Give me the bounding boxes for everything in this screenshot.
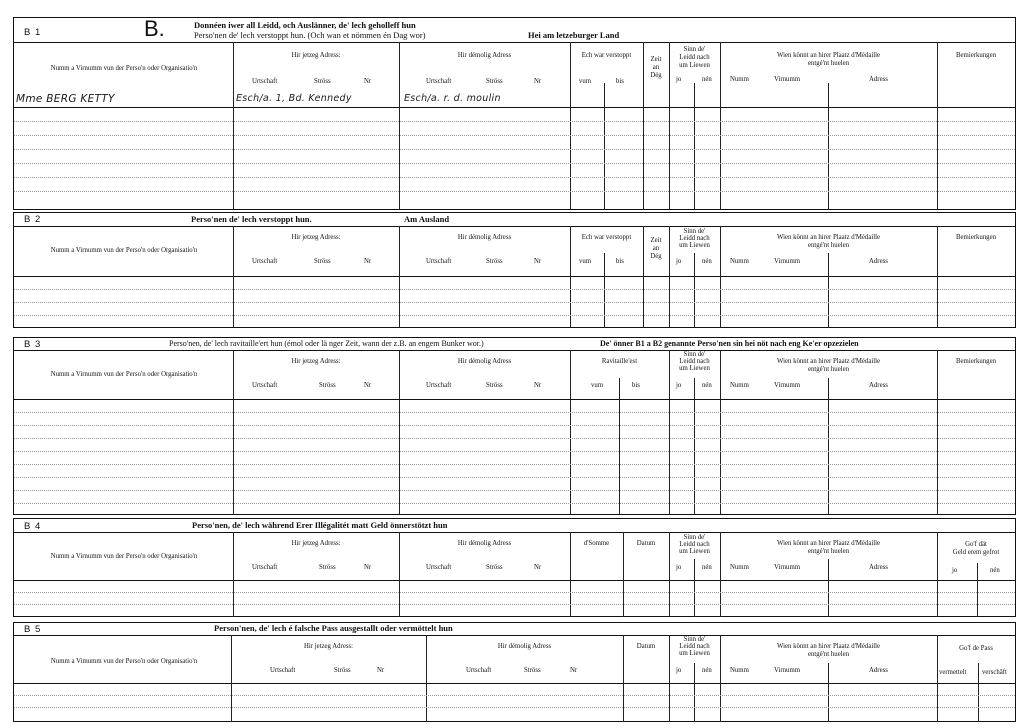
b4-sub-jo: jo: [676, 564, 682, 571]
b3-sub-nen: nén: [702, 382, 712, 389]
b3-sub-adress: Adress: [869, 382, 888, 389]
b2-col-sinn-2: Leidd nach: [679, 235, 710, 242]
section-b2-label: B 2: [24, 214, 42, 225]
b3-col-medal-2: entgé'nt huelen: [807, 366, 850, 373]
b4-col-geld-1: Go'f dät: [965, 541, 987, 548]
b2-sub-nr: Nr: [364, 258, 372, 265]
b4-col-datum: Datum: [636, 540, 656, 547]
b2-col-sinn-1: Sinn de': [683, 228, 706, 235]
b2-col-sinn-3: um Liewen: [679, 242, 710, 249]
b1-col-name-header: Numm a Virnumm vun der Perso'n oder Organisatio'n: [50, 65, 198, 72]
b1-col-remarks: Bemierkungen: [955, 52, 996, 59]
b4-sub-geld-jo: jo: [952, 567, 958, 574]
b1-sub-jo: jo: [676, 76, 682, 83]
b1-sub-nr-old: Nr: [534, 78, 542, 85]
b1-sub-stross: Ströss: [314, 78, 331, 85]
b1-col-medal-1: Wien könnt an hirer Plaatz d'Médaille: [776, 52, 881, 59]
b1-sub-stross-old: Ströss: [486, 78, 503, 85]
b1-col-zeit-1: Zeit: [650, 56, 662, 63]
b4-sub-urtschaft-old: Urtschaft: [426, 564, 452, 571]
b3-sub-stross: Ströss: [319, 382, 336, 389]
b4-col-summe: d'Somme: [583, 540, 610, 547]
b1-sub-bis: bis: [616, 78, 624, 85]
b3-col-addr-now-header: Hir jetzeg Adress:: [291, 358, 341, 365]
b2-col-medal-1: Wien könnt an hirer Plaatz d'Médaille: [776, 234, 881, 241]
b4-sub-numm: Numm: [730, 564, 749, 571]
b4-sub-urtschaft: Urtschaft: [252, 564, 278, 571]
b1-col-sinn-3: um Liewen: [679, 62, 710, 69]
b1-col-sinn-1: Sinn de': [683, 46, 706, 53]
b5-col-addr-now-header: Hir jetzeg Adress:: [303, 643, 354, 650]
b4-col-addr-old-header: Hir démolig Adress: [457, 540, 512, 547]
b3-sub-urtschaft-old: Urtschaft: [426, 382, 452, 389]
b4-col-sinn-2: Leidd nach: [679, 541, 710, 548]
b1-sub-urtschaft: Urtschaft: [252, 78, 278, 85]
b5-col-sinn-3: um Liewen: [679, 650, 710, 657]
b4-sub-nen: nén: [702, 564, 712, 571]
section-b2-title-tail: Am Ausland: [404, 214, 450, 224]
b2-col-zeit-2: an: [652, 245, 660, 252]
b2-sub-virnumm: Virnumm: [774, 258, 801, 265]
b5-sub-urtschaft: Urtschaft: [270, 667, 296, 674]
b5-col-medal-1: Wien könnt an hirer Plaatz d'Médaille: [776, 643, 881, 650]
b2-sub-urtschaft-old: Urtschaft: [426, 258, 452, 265]
b1-sub-urtschaft-old: Urtschaft: [426, 78, 452, 85]
b2-sub-jo: jo: [676, 258, 682, 265]
b1-sub-numm: Numm: [730, 76, 749, 83]
section-b3-label: B 3: [24, 339, 42, 350]
section-b2-title-band: [14, 213, 1015, 227]
b2-col-zeit-3: Dég: [650, 253, 662, 260]
b4-col-geld-2: Geld erem gefrot: [952, 549, 1000, 556]
b5-col-medal-2: entgé'nt huelen: [807, 651, 850, 658]
b3-sub-urtschaft: Urtschaft: [252, 382, 278, 389]
b4-sub-adress: Adress: [869, 564, 888, 571]
b5-sub-urtschaft-old: Urtschaft: [466, 667, 492, 674]
b5-sub-jo: jo: [676, 667, 682, 674]
b4-sub-nr: Nr: [364, 564, 372, 571]
b3-col-sinn-2: Leidd nach: [679, 358, 710, 365]
section-b1: [13, 17, 1016, 210]
b4-sub-stross: Ströss: [319, 564, 336, 571]
b2-sub-stross: Ströss: [314, 258, 331, 265]
section-b4-title-band: [14, 519, 1015, 533]
section-b5-title: Person'nen, de' lech é falsche Pass ausgestallt oder vermöttelt hun: [214, 623, 453, 633]
b3-col-remarks: Bemierkungen: [955, 358, 996, 365]
b3-sub-bis: bis: [632, 382, 640, 389]
b1-col-zeit-2: an: [652, 64, 660, 71]
b5-sub-nr-old: Nr: [570, 667, 578, 674]
b3-col-medal-1: Wien könnt an hirer Plaatz d'Médaille: [776, 358, 881, 365]
b3-sub-vum: vum: [591, 382, 604, 389]
section-b3-title: Perso'nen, de' lech ravitaille'ert hun (émol oder lä nger Zeit, wann der z.B. an engem Bunker wor.): [169, 339, 484, 348]
b4-col-name-header: Numm a Virnumm vun der Perso'n oder Organisatio'n: [50, 553, 198, 560]
b3-col-addr-old-header: Hir démolig Adress: [457, 358, 512, 365]
b1-sub-nr: Nr: [364, 78, 372, 85]
b4-col-medal-1: Wien könnt an hirer Plaatz d'Médaille: [776, 540, 881, 547]
section-b4-label: B 4: [24, 521, 42, 532]
b2-col-hidden-header: Ech war verstoppt: [581, 234, 632, 241]
b1-col-addr-old-header: Hir démolig Adress: [457, 52, 512, 59]
b1-entry-name: Mme BERG KETTY: [16, 93, 115, 105]
b1-col-medal-2: entgé'nt huelen: [807, 60, 850, 67]
b5-col-sinn-1: Sinn de': [683, 636, 706, 643]
b3-sub-nr: Nr: [364, 382, 372, 389]
b2-sub-nr-old: Nr: [534, 258, 542, 265]
b3-col-sinn-1: Sinn de': [683, 351, 706, 358]
section-b4-title: Perso'nen, de' lech während Erer Illégalitét matt Geld önnerstötzt hun: [192, 520, 448, 530]
section-b1-title-line1: Donnéen iwer all Leidd, och Auslänner, de' lech geholleff hun: [194, 20, 416, 30]
b2-sub-stross-old: Ströss: [486, 258, 503, 265]
b1-sub-nen: nén: [702, 76, 712, 83]
b2-col-name-header: Numm a Virnumm vun der Perso'n oder Organisatio'n: [50, 247, 198, 254]
b2-sub-nen: nén: [702, 258, 712, 265]
section-b1-title-line2: Perso'nen de' lech verstoppt hun. (Och wan et nömmen én Dag wor): [194, 30, 426, 40]
b4-sub-stross-old: Ströss: [486, 564, 503, 571]
b4-sub-virnumm: Virnumm: [774, 564, 801, 571]
b1-col-hidden-header: Ech war verstoppt: [581, 52, 632, 59]
section-b1-title-band: [14, 18, 1015, 43]
b5-col-datum: Datum: [636, 643, 656, 650]
b5-sub-vermettelt: vermettelt: [939, 669, 967, 676]
b5-sub-virnumm: Virnumm: [774, 667, 801, 674]
b2-sub-numm: Numm: [730, 258, 749, 265]
section-b1-label: B 1: [24, 27, 42, 38]
b1-sub-adress: Adress: [869, 76, 888, 83]
b5-col-name-header: Numm a Vimumm vun der Perso'n oder Organisatio'n: [50, 658, 198, 665]
b2-sub-urtschaft: Urtschaft: [252, 258, 278, 265]
b3-sub-stross-old: Ströss: [486, 382, 503, 389]
section-b2: [13, 212, 1016, 328]
b3-sub-numm: Numm: [730, 382, 749, 389]
b5-sub-stross: Ströss: [334, 667, 351, 674]
section-b3-title-tail: De' önner B1 a B2 genannte Perso'nen sin hei nöt nach eng Ke'er opzezielen: [600, 339, 859, 348]
b3-col-sinn-3: um Liewen: [679, 365, 710, 372]
section-b1-title-tail: Hei am letzeburger Land: [528, 30, 620, 40]
section-b4: [13, 518, 1016, 617]
b4-sub-nr-old: Nr: [534, 564, 542, 571]
section-b3: [13, 337, 1016, 515]
b5-col-addr-old-header: Hir démolig Adress: [497, 643, 552, 650]
b2-col-addr-now-header: Hir jetzeg Adress:: [291, 234, 341, 241]
b5-sub-verschaft: verschâft: [982, 669, 1007, 676]
b4-col-sinn-3: um Liewen: [679, 548, 710, 555]
b3-col-ravit-header: Ravitaille'est: [601, 358, 638, 365]
b3-sub-jo: jo: [676, 382, 682, 389]
b1-sub-vum: vum: [579, 78, 592, 85]
section-b5-label: B 5: [24, 624, 42, 635]
b1-col-zeit-3: Dég: [650, 72, 662, 79]
b5-col-pass: Go'f de Pass: [959, 645, 993, 652]
b2-sub-vum: vum: [579, 258, 592, 265]
b3-col-name-header: Numm a Virnumm vun der Perso'n oder Organisatio'n: [50, 371, 198, 378]
b5-sub-numm: Numm: [730, 667, 749, 674]
section-b2-title: Perso'nen de' lech verstoppt hun.: [191, 214, 312, 224]
section-b1-big-letter: B.: [144, 16, 165, 41]
b2-sub-bis: bis: [616, 258, 624, 265]
b2-col-medal-2: entgé'nt huelen: [807, 242, 850, 249]
b3-sub-nr-old: Nr: [534, 382, 542, 389]
b2-col-remarks: Bemierkungen: [955, 234, 996, 241]
b5-sub-adress: Adress: [869, 667, 888, 674]
b5-sub-stross-old: Ströss: [524, 667, 541, 674]
b2-sub-adress: Adress: [869, 258, 888, 265]
b1-col-addr-now-header: Hir jetzeg Adress:: [291, 52, 341, 59]
b4-col-addr-now-header: Hir jetzeg Adress:: [291, 540, 341, 547]
b2-col-addr-old-header: Hir démolig Adress: [457, 234, 512, 241]
b4-col-medal-2: entgé'nt huelen: [807, 548, 850, 555]
b4-col-sinn-1: Sinn de': [683, 534, 706, 541]
b2-col-zeit-1: Zeit: [650, 237, 662, 244]
b1-entry-addr-old: Esch/a. r. d. moulin: [404, 93, 501, 104]
b5-sub-nr: Nr: [377, 667, 385, 674]
b3-sub-virnumm: Virnumm: [774, 382, 801, 389]
b1-col-sinn-2: Leidd nach: [679, 54, 710, 61]
b1-sub-virnumm: Virnumm: [774, 76, 801, 83]
b1-entry-addr-now: Esch/a. 1, Bd. Kennedy: [236, 93, 352, 104]
section-b5: [13, 622, 1016, 722]
b5-col-sinn-2: Leidd nach: [679, 643, 710, 650]
b4-sub-geld-nen: nén: [990, 567, 1000, 574]
b5-sub-nen: nén: [702, 667, 712, 674]
